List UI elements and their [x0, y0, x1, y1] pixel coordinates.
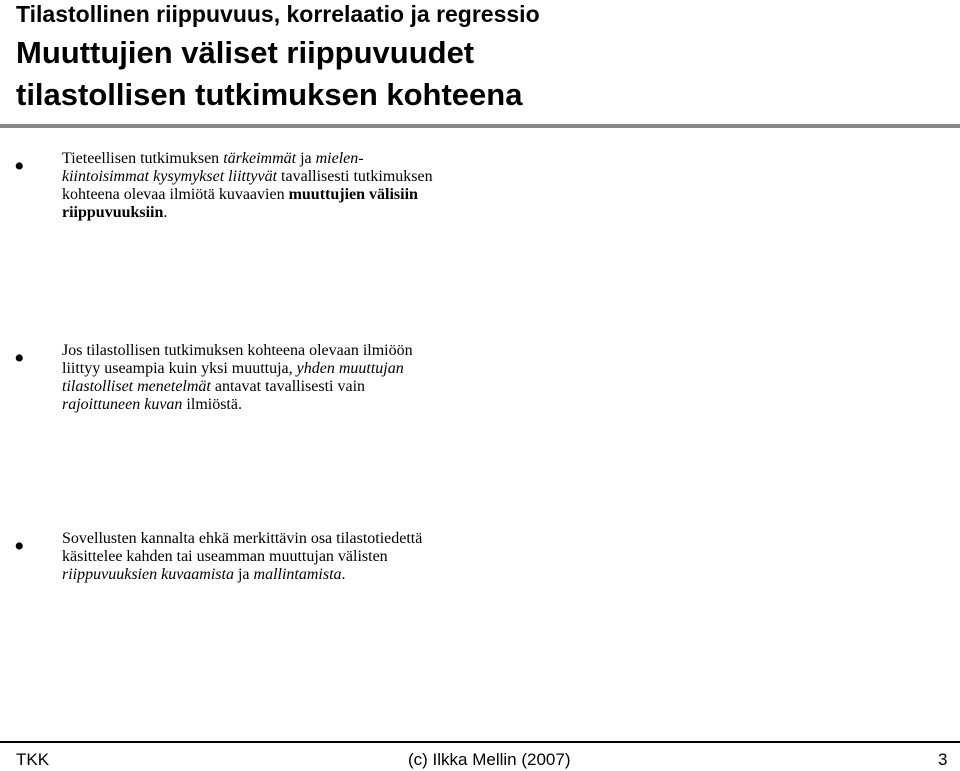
bullet-line [62, 186, 942, 204]
bullet-line [62, 360, 942, 378]
footer-divider [0, 741, 960, 743]
text-run: liittyy useampia kuin yksi muuttuja, [62, 360, 297, 377]
bullet-line [62, 530, 942, 548]
footer-copyright: (c) Ilkka Mellin (2007) [408, 750, 571, 769]
bullet-text [62, 342, 942, 414]
bullet-item [14, 150, 942, 222]
bold-text: riippuvuuksiin [62, 204, 164, 221]
italic-text: tärkeimmät [223, 150, 297, 167]
bold-text: muuttujien välisiin [288, 186, 418, 203]
bullet-line [62, 150, 942, 168]
text-run: Jos tilastollisen tutkimuksen kohteena olevaan ilmiöön [62, 342, 413, 359]
bullet-text [62, 150, 942, 222]
bullet-text [62, 530, 942, 584]
text-run: ja [296, 150, 316, 167]
italic-text: mallintamista [253, 566, 342, 583]
italic-text: rajoittuneen kuvan [62, 396, 183, 413]
bullet-line [62, 566, 942, 584]
text-run: ilmiöstä. [182, 396, 242, 413]
text-run: tavallisesti tutkimuksen [277, 168, 433, 185]
course-kicker: Tilastollinen riippuvuus, korrelaatio ja regressio [16, 1, 540, 27]
header-divider [0, 124, 960, 128]
slide-title [16, 32, 522, 116]
text-run: käsittelee kahden tai useamman muuttujan välisten [62, 548, 388, 565]
bullet-icon: • [14, 150, 25, 183]
bullet-line [62, 378, 942, 396]
italic-text: riippuvuuksien kuvaamista [62, 566, 234, 583]
bullet-line [62, 342, 942, 360]
text-run: . [341, 566, 346, 583]
bullet-line [62, 204, 942, 222]
bullet-line [62, 548, 942, 566]
italic-text: yhden muuttujan [296, 360, 404, 377]
slide-title-line: tilastollisen tutkimuksen kohteena [16, 77, 523, 112]
bullet-icon: • [14, 342, 25, 375]
page-number: 3 [938, 750, 948, 769]
text-run: ja [233, 566, 254, 583]
bullet-item [14, 530, 942, 584]
text-run: Sovellusten kannalta ehkä merkittävin osa tilastotiedettä [62, 530, 423, 547]
footer-institution: TKK [16, 750, 50, 769]
bullet-line [62, 396, 942, 414]
text-run: antavat tavallisesti vain [210, 378, 366, 395]
text-run: Tieteellisen tutkimuksen [62, 150, 224, 167]
slide-footer [0, 741, 960, 771]
italic-text: tilastolliset menetelmät [62, 378, 211, 395]
italic-text: kiintoisimmat kysymykset liittyvät [62, 168, 278, 185]
slide-title-line: Muuttujien väliset riippuvuudet [16, 35, 475, 70]
bullet-item [14, 342, 942, 414]
italic-text: mielen- [315, 150, 364, 167]
text-run: kohteena olevaa ilmiötä kuvaavien [62, 186, 289, 203]
text-run: . [163, 204, 168, 221]
bullet-line [62, 168, 942, 186]
bullet-icon: • [14, 530, 25, 563]
